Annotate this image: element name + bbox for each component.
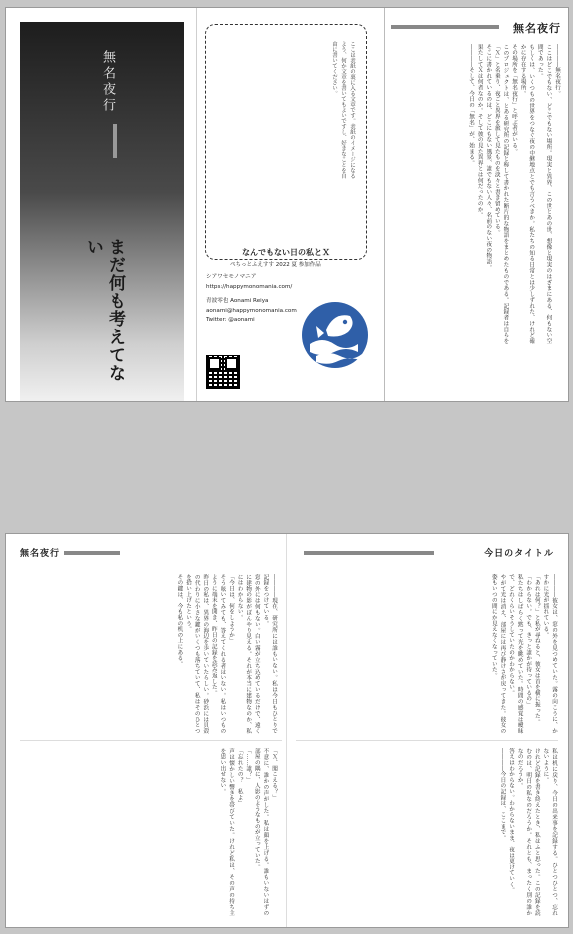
body-text-left-upper: ――――現在、研究所には誰もいない。私は今日もひとりで記録をつけている。 窓の外には何もない。白い霧が立ち込めているだけで、遠くに建物の影がぼんやり見える。それが本当に建物なのか、私にはわからない。 「今日は、何をしようか」 そう呟いてみても、答えてくれる者はいない。私はいつものように端末を開き、昨日の記録を読み返した。 昨日の私は、異界の海辺を歩いていたらしい。砂浜には貝殻の代わりに小さな鍵がいくつも落ちていて、私はそのひとつを拾い上げたという。 その鍵は、今も私の机の上にある。	[176, 574, 277, 734]
body-spread	[6, 534, 568, 927]
intro-text: ――――無名夜行。 ここはどこでもない、どこでもない場所。現実と異界、この世とあの世、想像と現実のはざまにある、何もない空間であった。 もしくは、いくつもの世界をつなぐ夜の中継地点とでも言うべきか。私たちの知る日常とは少しずれた、けれど確かに存在する場所。 その場所を「無名夜行」と呼ぶ者がいる。 このプロジェクトは、とある研究所の記録と称して書かれた断片的な物語をまとめたものである。記録者は自らを「Ｘ」と名乗り、夜ごと異界を旅して見たものを淡々と書き留めている。 そこに書かれているのは、どこにもない風景、誰でもない人々、名前のない夜の物語。 果たしてＸは何者なのか。そして彼の見た異界とは何だったのか。 ――――そして、今日の「無名」が、始まる。	[468, 44, 560, 344]
blurb-box	[205, 24, 367, 260]
page-brand-left: 無名夜行	[20, 549, 61, 559]
wave-fish-icon	[300, 300, 370, 370]
cover-divider	[113, 124, 117, 158]
gutter	[286, 534, 287, 927]
circle-name: シアワセモノマニア	[206, 274, 257, 280]
event-label: ぺちっとふえすす 2022 夏 参加作品	[230, 262, 321, 268]
book-title: なんでもない日の私とＸ	[242, 248, 330, 257]
cover-brand: 無名夜行	[100, 50, 115, 114]
qr-code	[206, 355, 240, 389]
column-rule-right	[296, 740, 558, 741]
author-email[interactable]: aonami@happymonomania.com	[206, 307, 297, 314]
header-rule	[391, 25, 499, 29]
front-cover-panel	[20, 22, 184, 401]
page-title: 今日のタイトル	[484, 549, 554, 559]
back-cover	[6, 8, 384, 401]
author-twitter[interactable]: Twitter: @aonami	[206, 317, 255, 323]
spine-guide-left	[196, 8, 197, 401]
colophon	[206, 273, 297, 326]
page-brand: 無名夜行	[513, 22, 561, 35]
author-name: 青波零也 Aonami Reiya	[206, 298, 269, 304]
circle-url[interactable]: https://happymonomania.com/	[206, 283, 293, 290]
blurb-text: ここは表紙の裏に入る文章です。表紙のイメージになるよう、何か文章を書いてもよいですし、好きなことを自由に書いてください。	[331, 41, 355, 179]
header-rule-right	[304, 551, 434, 555]
cover-title: まだ何も考えてない	[83, 238, 125, 382]
body-text-right-upper: ――――彼女は、窓の外を見つめていた。霧の向こうに、かすかに光が揺れている。 「あれは何？」と私が尋ねると、彼女は首を横に振った。 「わからない。でも、きっと誰かが待っているの」 私たちはしばらく黙って光を眺めていた。時間の感覚は曖昧で、どれくらいそうしていたのかわからない。 やがて光は消え、部屋には再び静けさが戻ってきた。彼女の姿もいつの間にか見えなくなっていた。	[490, 574, 557, 734]
cover-spread	[6, 8, 568, 401]
page-intro	[384, 8, 568, 401]
header-rule-left	[64, 551, 120, 555]
body-text-left-lower: 「Ｘ、聞こえる？」 不意に、誰かの声がした。私は顔を上げる。誰もいないはずの部屋の隅に、人影のようなものが立っていた。 「……誰？」 「忘れたの？ 私よ」 声は懐かしい響きを帯びていた。けれど私は、その声の持ち主を思い出せない。	[219, 748, 277, 916]
column-rule-left	[20, 740, 282, 741]
body-text-right-lower: 私は机に戻り、今日の出来事を記録する。ひとつひとつ、忘れないように。 けれど記録を書き終えたとき、私はふと思った。この記録を読むのは、明日の私なのだろうか。それとも、まったく別の誰かなのだろうか。 答えはわからない。わからないまま、夜は更けていく。 ――――今日の記録は、ここまで。	[499, 748, 557, 916]
